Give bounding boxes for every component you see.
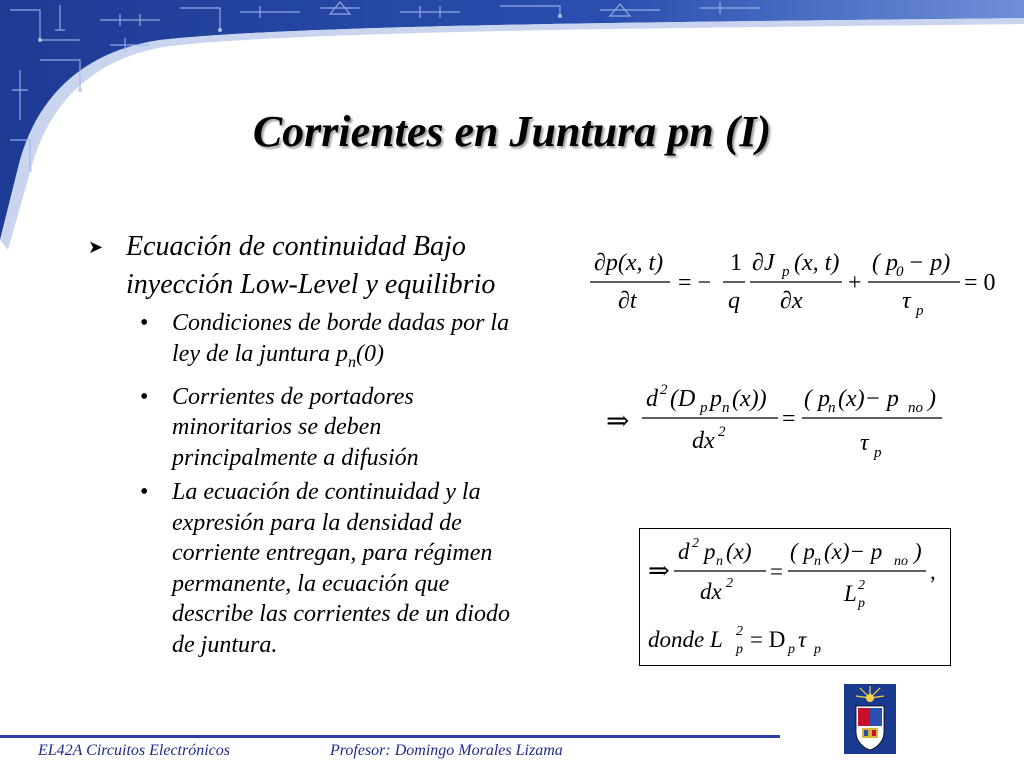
eq2-num-body: (D [670, 386, 696, 412]
sub-bullet-subscript: n [347, 353, 356, 371]
eq3-donde-tau: τ [798, 627, 807, 652]
eq3-comma: , [930, 559, 936, 584]
eq3-r-sub-n: n [814, 554, 821, 569]
eq1-t4-den-sub: p [916, 303, 924, 319]
eq1-t3-den: ∂x [780, 288, 803, 314]
eq3-r-sub-no: no [894, 554, 908, 569]
eq2-r-num: ( p [804, 386, 830, 412]
eq1-t3-num-args: (x, t) [794, 250, 840, 276]
eq1-eq-minus: = − [678, 270, 712, 296]
eq3-donde-dsub: p [788, 642, 795, 657]
bullet-dot-icon: • [140, 479, 149, 506]
eq3-equals: = [770, 559, 783, 584]
eq3-donde-eq: = D [750, 627, 786, 652]
sub-bullet-text: La ecuación de continuidad y la expresión para la densidad de corriente entregan, para régimen permanente, la ecuación que describe las corrientes de un diodo de juntura. [172, 479, 510, 658]
footer-course: EL42A Circuitos Electrónicos [38, 742, 230, 759]
eq2-den: dx [692, 428, 715, 454]
eq3-r-num: ( p [790, 539, 815, 564]
eq2-equals: = [782, 406, 796, 432]
eq1-t3-num-sub: p [782, 264, 790, 280]
eq1-rhs: = 0 [964, 270, 996, 296]
footer-divider [0, 735, 780, 738]
sub-bullet-list [130, 308, 520, 664]
eq2-r-x: (x)− p [838, 386, 899, 412]
eq2-num-sub-p: p [700, 400, 708, 416]
eq3-num-sub-n: n [716, 554, 723, 569]
eq2-den-sup: 2 [718, 424, 726, 440]
bullet-dot-icon: • [140, 383, 149, 410]
main-bullet-text: Ecuación de continuidad Bajo inyección Low-Level y equilibrio [126, 231, 496, 300]
equation-junction [640, 529, 950, 665]
eq3-r-x: (x)− p [824, 539, 883, 564]
eq2-num-sup: 2 [660, 382, 668, 398]
eq3-r-den-sup: 2 [858, 578, 865, 593]
eq3-donde-sup: 2 [736, 624, 743, 639]
eq2-num-sub-n: n [722, 400, 730, 416]
eq1-t3-num-j: ∂J [752, 250, 775, 276]
list-item [130, 308, 520, 378]
eq3-num-d: d [678, 539, 690, 564]
list-item [130, 382, 520, 474]
main-bullet [88, 228, 558, 304]
list-item [130, 477, 520, 660]
sub-bullet-text: Corrientes de portadores minoritarios se deben principalmente a difusión [172, 383, 419, 471]
eq3-r-close: ) [914, 539, 922, 564]
eq3-den-sup: 2 [726, 576, 733, 591]
equation-box [639, 528, 951, 666]
eq1-t2-num: 1 [730, 250, 742, 276]
eq3-r-den-sub: p [858, 596, 865, 611]
arrow-bullet-icon: ➤ [88, 237, 104, 257]
university-logo-icon [844, 684, 896, 754]
eq3-donde-sub: p [736, 642, 743, 657]
eq3-num-p: p [704, 539, 716, 564]
eq1-t4-den: τ [902, 288, 911, 314]
eq2-r-sub-n: n [828, 400, 836, 416]
eq3-arrow: ⇒ [648, 556, 670, 585]
eq3-donde-tsub: p [814, 642, 821, 657]
equation-continuity [590, 240, 1010, 320]
equation-diffusion [606, 370, 966, 466]
eq2-num-d: d [646, 386, 658, 412]
eq1-t1-den: ∂t [618, 288, 637, 314]
footer-professor: Profesor: Domingo Morales Lizama [330, 742, 563, 759]
eq3-num-sup: 2 [692, 536, 699, 551]
eq1-t4-num: ( p [872, 250, 898, 276]
eq2-r-den-sub: p [874, 445, 882, 461]
eq1-t4-num-rest: − p) [908, 250, 951, 276]
eq1-t2-den: q [728, 288, 740, 314]
eq2-num-x: (x)) [732, 386, 767, 412]
eq2-r-close: ) [928, 386, 936, 412]
eq3-r-den: L [844, 581, 857, 606]
eq3-donde: donde L [648, 627, 723, 652]
bullet-dot-icon: • [140, 310, 149, 336]
eq3-den: dx [700, 579, 722, 604]
slide-title: Corrientes en Juntura pn (I) [252, 107, 772, 156]
eq2-num-p: p [710, 386, 722, 412]
sub-bullet-suffix: (0) [355, 340, 384, 367]
eq1-plus: + [848, 270, 862, 296]
eq3-num-x: (x) [726, 539, 752, 564]
eq2-r-sub-no: no [908, 400, 923, 416]
eq2-r-den: τ [860, 430, 869, 456]
eq1-t4-num-sub: 0 [896, 264, 904, 280]
eq2-arrow: ⇒ [606, 406, 630, 437]
sub-bullet-text: Condiciones de borde dadas por la ley de la juntura p [172, 310, 510, 367]
eq1-t1-num: ∂p(x, t) [594, 250, 664, 276]
